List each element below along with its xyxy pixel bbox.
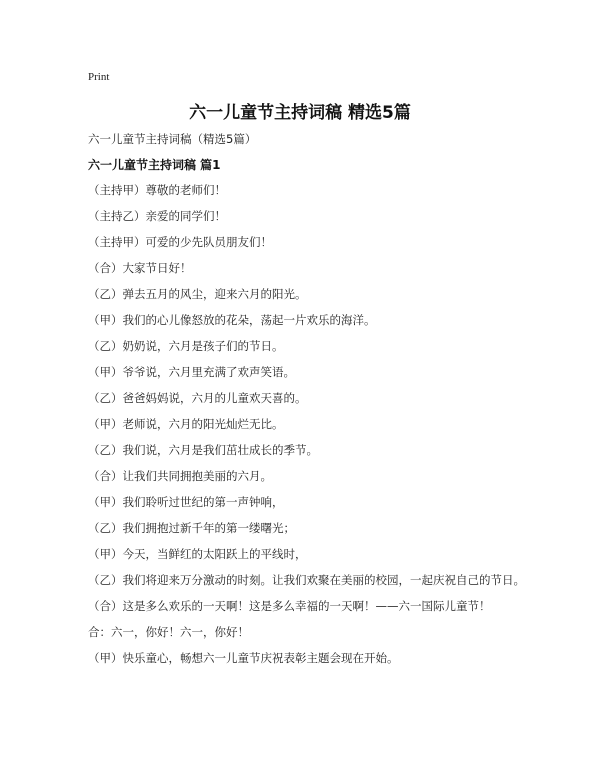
paragraph: （甲）我们聆听过世纪的第一声钟响，: [88, 495, 284, 509]
paragraph: （甲）老师说，六月的阳光灿烂无比。: [88, 417, 284, 431]
paragraph: （主持甲）尊敬的老师们！: [88, 183, 226, 197]
paragraph: （乙）弹去五月的风尘，迎来六月的阳光。: [88, 287, 307, 301]
paragraph: 合：六一，你好！六一，你好！: [88, 625, 249, 639]
paragraph: （乙）我们说，六月是我们茁壮成长的季节。: [88, 443, 318, 457]
paragraph: （主持甲）可爱的少先队员朋友们！: [88, 235, 272, 249]
paragraph: （合）大家节日好！: [88, 261, 192, 275]
document-body: [88, 132, 528, 677]
paragraph: （乙）我们拥抱过新千年的第一缕曙光；: [88, 521, 295, 535]
paragraph: （乙）我们将迎来万分激动的时刻。让我们欢聚在美丽的校园，一起庆祝自己的节日。: [88, 573, 525, 587]
paragraph: （合）这是多么欢乐的一天啊！这是多么幸福的一天啊！——六一国际儿童节！: [88, 599, 491, 613]
paragraph: （甲）快乐童心，畅想六一儿童节庆祝表彰主题会现在开始。: [88, 651, 399, 665]
paragraph: （主持乙）亲爱的同学们！: [88, 209, 226, 223]
paragraph: （乙）爸爸妈妈说，六月的儿童欢天喜的。: [88, 391, 307, 405]
paragraph: （合）让我们共同拥抱美丽的六月。: [88, 469, 272, 483]
paragraph: （甲）今天，当鲜红的太阳跃上的平线时，: [88, 547, 307, 561]
print-link[interactable]: Print: [88, 71, 110, 83]
paragraph: （甲）我们的心儿像怒放的花朵，荡起一片欢乐的海洋。: [88, 313, 376, 327]
section-heading: 六一儿童节主持词稿 篇1: [88, 158, 221, 172]
document-subtitle: 六一儿童节主持词稿（精选5篇）: [88, 132, 257, 146]
paragraph: （甲）爷爷说，六月里充满了欢声笑语。: [88, 365, 295, 379]
paragraph: （乙）奶奶说，六月是孩子们的节日。: [88, 339, 284, 353]
document-title: 六一儿童节主持词稿 精选5篇: [189, 103, 411, 123]
